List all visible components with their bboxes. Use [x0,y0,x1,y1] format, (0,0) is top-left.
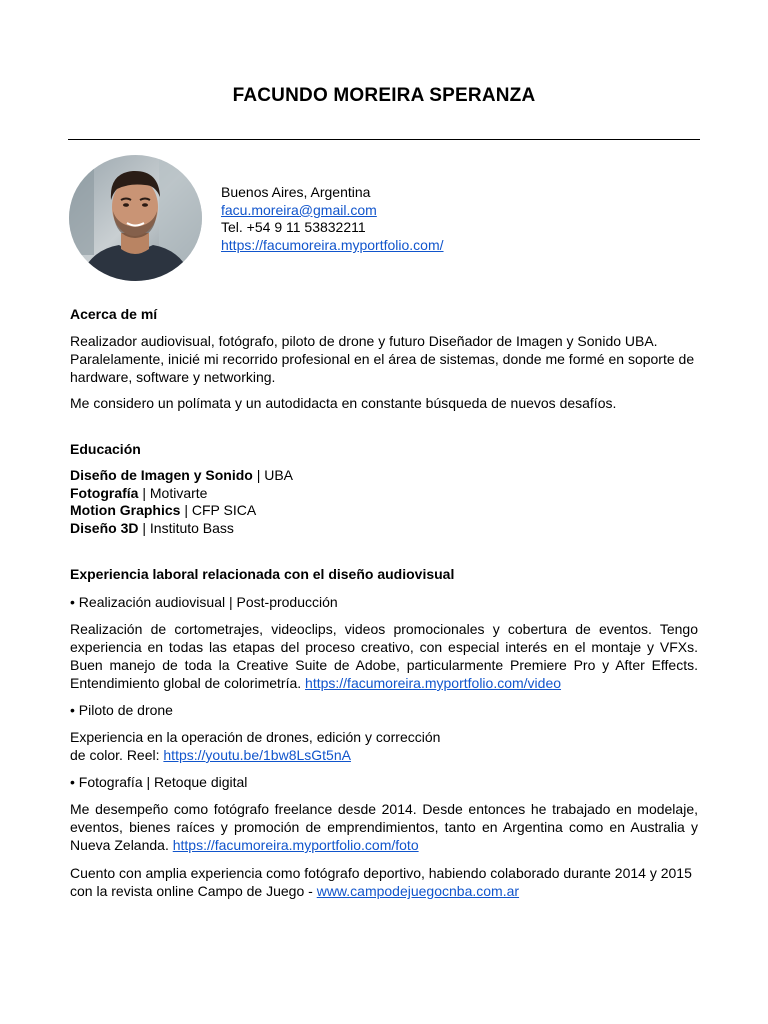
reel-link[interactable]: https://youtu.be/1bw8LsGt5nA [163,747,351,763]
video-description: Realización de cortometrajes, videoclips, videos promocionales y cobertura de eventos. Tengo experiencia en todas las etapas del proceso creativo, con especial interés en el montaje y VFXs. Buen manejo de toda la Creative Suite de Adobe, particularmente Premiere Pro y After Effects. Entendimiento global de colorimetría. https://facumoreira.myportfolio.com/video [70,621,698,691]
video-heading: • Realización audiovisual | Post-producción [70,594,338,610]
education-item: Motion Graphics | CFP SICA [70,502,257,519]
about-heading: Acerca de mí [70,306,158,322]
about-section [70,305,698,323]
photo-heading: • Fotografía | Retoque digital [70,774,248,790]
drone-description: Experiencia en la operación de drones, edición y corrección de color. Reel: https://youtu.be/1bw8LsGt5nA [70,729,441,763]
campo-de-juego-link[interactable]: www.campodejuegocnba.com.ar [316,883,520,899]
about-paragraph-2: Me considero un polímata y un autodidacta en constante búsqueda de nuevos desafíos. [70,395,617,411]
education-item: Fotografía | Motivarte [70,484,208,501]
email-link[interactable]: facu.moreira@gmail.com [221,201,377,218]
header-divider [68,139,700,140]
education-list [70,466,698,537]
experience-heading: Experiencia laboral relacionada con el diseño audiovisual [70,566,455,582]
education-heading: Educación [70,441,141,457]
about-text [70,332,698,386]
profile-photo-illustration [69,155,202,281]
education-item: Diseño 3D | Instituto Bass [70,520,234,537]
about-paragraph-1: Realizador audiovisual, fotógrafo, piloto de drone y futuro Diseñador de Imagen y Sonido UBA. Paralelamente, inicié mi recorrido profesional en el área de sistemas, donde me formé en soporte de hardware, software y networking. [70,333,695,385]
drone-heading: • Piloto de drone [70,702,173,718]
contact-block [221,183,444,254]
photo-description: Me desempeño como fotógrafo freelance desde 2014. Desde entonces he trabajado en modelaje, eventos, bienes raíces y promoción de emprendimientos, tanto en Argentina como en Australia y Nueva Zelanda. https://facumoreira.myportfolio.com/foto [70,801,698,853]
portfolio-link[interactable]: https://facumoreira.myportfolio.com/ [221,237,444,254]
sports-description: Cuento con amplia experiencia como fotógrafo deportivo, habiendo colaborado durante 2014 y 2015 con la revista online Campo de Juego - www.campodejuegocnba.com.ar [70,865,692,899]
page-title: FACUNDO MOREIRA SPERANZA [232,85,536,106]
profile-photo [69,155,202,281]
contact-location: Buenos Aires, Argentina [221,184,371,200]
contact-phone: Tel. +54 9 11 53832211 [221,219,366,236]
education-item: Diseño de Imagen y Sonido | UBA [70,467,294,483]
photo-portfolio-link[interactable]: https://facumoreira.myportfolio.com/foto [172,837,419,853]
video-portfolio-link[interactable]: https://facumoreira.myportfolio.com/video [305,675,562,691]
